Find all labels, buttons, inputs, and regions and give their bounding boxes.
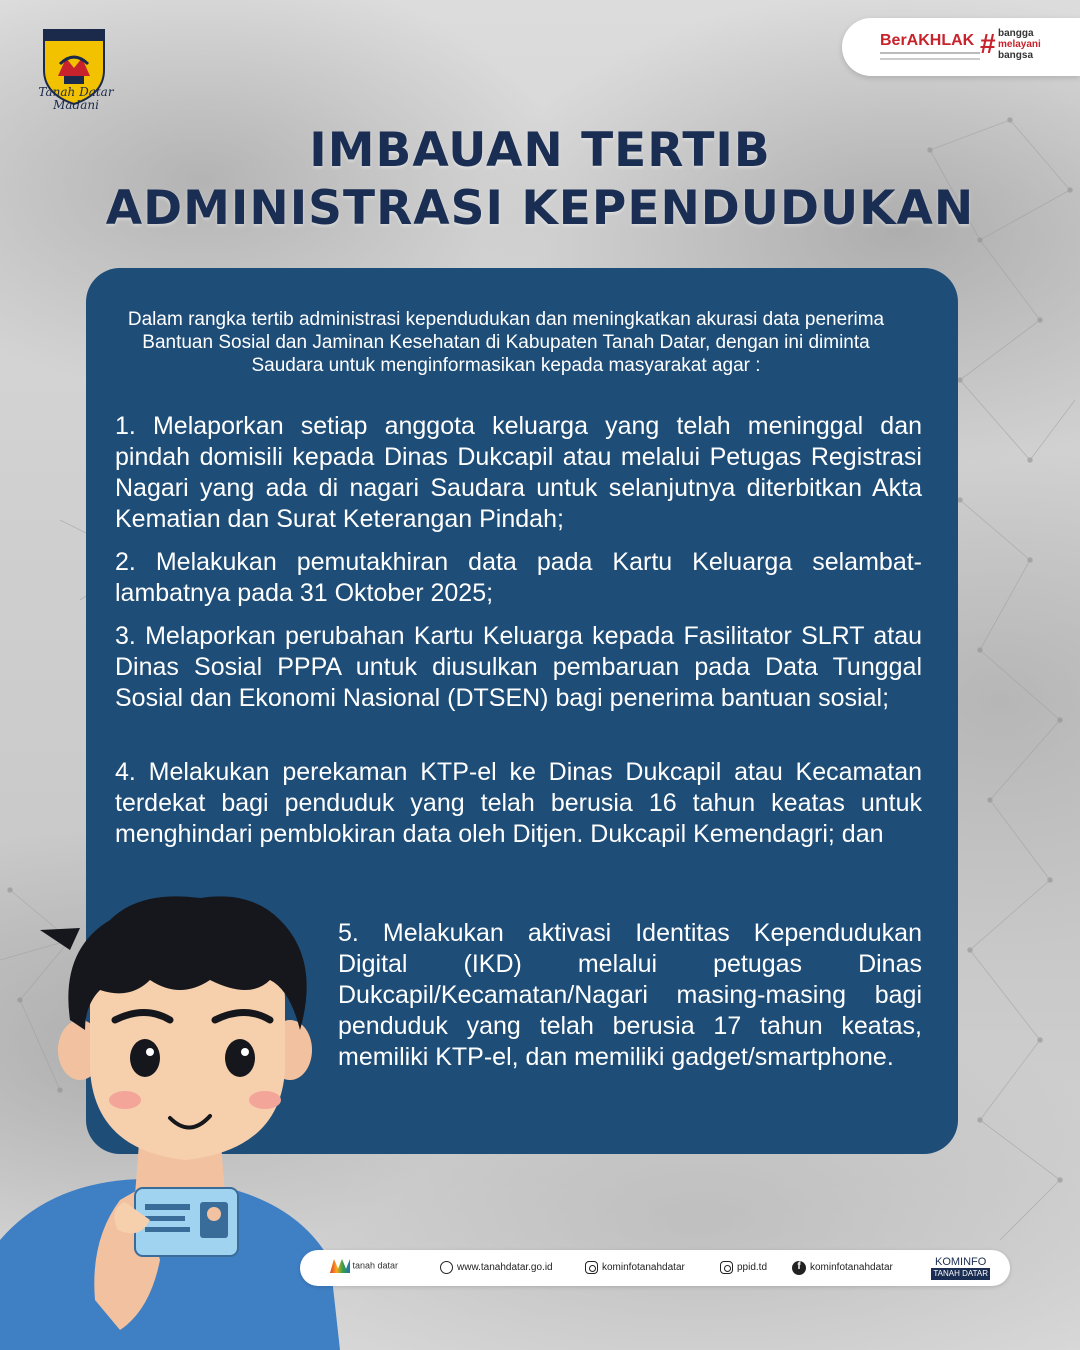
- instagram-icon: [720, 1261, 733, 1274]
- bangsa-text: bangsa: [998, 50, 1034, 61]
- tanah-datar-wave-logo-icon: [330, 1259, 350, 1273]
- footer-instagram-1[interactable]: [585, 1261, 685, 1274]
- kominfo-logo: [931, 1256, 990, 1280]
- bangga-melayani-bangsa-label: [980, 28, 1041, 61]
- bangga-text: bangga: [998, 28, 1034, 39]
- berakhlak-label: BerAKHLAK: [880, 32, 975, 49]
- footer-instagram-1-label: kominfotanahdatar: [602, 1261, 685, 1273]
- list-item-5: 5. Melakukan aktivasi Identitas Kependudukan Digital (IKD) melalui petugas Dinas Dukcapil/Kecamatan/Nagari masing-masing bagi penduduk yang telah berusia 17 tahun keatas, memiliki KTP-el, dan memiliki gadget/smartphone.: [338, 919, 922, 1071]
- footer-website-label: www.tanahdatar.go.id: [457, 1261, 553, 1273]
- footer-brand-label: tanah datar: [352, 1260, 399, 1271]
- footer-bar: [300, 1250, 1010, 1286]
- kominfo-sub-label: TANAH DATAR: [933, 1269, 988, 1278]
- list-item-2: 2. Melakukan pemutakhiran data pada Kartu Keluarga selambat-lambatnya pada 31 Oktober 2025;: [115, 548, 922, 607]
- title-line-2: ADMINISTRASI KEPENDUDUKAN: [105, 181, 975, 236]
- list-item-4: 4. Melakukan perekaman KTP-el ke Dinas Dukcapil atau Kecamatan terdekat bagi penduduk yang telah berusia 16 tahun keatas untuk menghindari pemblokiran data oleh Ditjen. Dukcapil Kemendagri; dan: [115, 758, 922, 848]
- footer-facebook-label: kominfotanahdatar: [810, 1262, 893, 1273]
- page-title: [0, 122, 1080, 238]
- footer-brand: [330, 1259, 398, 1273]
- facebook-icon: f: [792, 1261, 806, 1275]
- footer-instagram-2-label: ppid.td: [737, 1261, 768, 1273]
- instagram-icon: [585, 1261, 598, 1274]
- globe-icon: [440, 1261, 453, 1274]
- intro-paragraph: Dalam rangka tertib administrasi kependudukan dan meningkatkan akurasi data penerima Bantuan Sosial dan Jaminan Kesehatan di Kabupaten Tanah Datar, dengan ini diminta Saudara untuk menginformasikan kepada masyarakat agar :: [127, 309, 885, 376]
- logo-caption: Tanah Datar Madani: [38, 85, 114, 112]
- kominfo-label: KOMINFO: [934, 1256, 987, 1268]
- hashtag-icon: #: [980, 28, 996, 59]
- berakhlak-badge: [842, 18, 1080, 76]
- list-item-3: 3. Melaporkan perubahan Kartu Keluarga kepada Fasilitator SLRT atau Dinas Sosial PPPA untuk diusulkan pembaruan pada Data Tunggal Sosial dan Ekonomi Nasional (DTSEN) bagi penerima bantuan sosial;: [115, 622, 922, 712]
- footer-website[interactable]: [440, 1261, 553, 1274]
- berakhlak-tagline-lines: [880, 52, 980, 60]
- footer-instagram-2[interactable]: [720, 1261, 767, 1274]
- list-item-1: 1. Melaporkan setiap anggota keluarga yang telah meninggal dan pindah domisili kepada Dinas Dukcapil atau melalui Petugas Registrasi Nagari yang ada di nagari Saudara untuk selanjutnya diterbitkan Akta Kematian dan Surat Keterangan Pindah;: [115, 412, 922, 533]
- title-line-1: IMBAUAN TERTIB: [309, 123, 771, 178]
- footer-facebook[interactable]: [792, 1261, 893, 1275]
- melayani-text: melayani: [998, 39, 1041, 50]
